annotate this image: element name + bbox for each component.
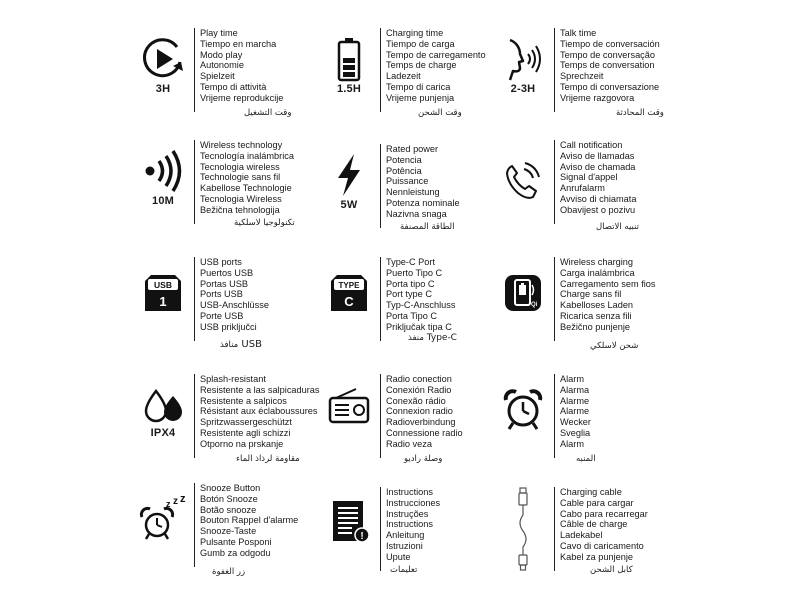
- feature-alarm: [496, 374, 696, 484]
- instructions-translations: Instructions Instrucciones Instruções Instructions Anleitung Istruzioni Upute: [386, 487, 441, 562]
- splash-rating-label: IPX4: [150, 427, 176, 439]
- usb-badge-number: 1: [159, 294, 167, 309]
- lightning-bolt-icon: [332, 152, 366, 198]
- feature-rated-power: [322, 144, 522, 254]
- water-drops-icon: [140, 386, 186, 426]
- type-c-port-translations: Type-C Port Puerto Tipo C Porta tipo C Port type C Typ-C-Anschluss Porta Tipo C Priključak tipa C: [386, 257, 456, 332]
- talking-head-icon: [500, 36, 546, 82]
- alarm-clock-icon-wrap: [496, 374, 550, 464]
- wireless-signal-icon: [140, 148, 186, 194]
- feature-splash-resistant: [136, 374, 336, 484]
- phone-ringing-icon-wrap: [496, 140, 550, 230]
- rated-power-translations: Rated power Potencia Potência Puissance Nennleistung Potenza nominale Nazivna snaga: [386, 144, 460, 219]
- radio-connection-translations: Radio conection Conexión Radio Conexão rádio Connexion radio Radioverbindung Connessione radio Radio veza: [386, 374, 463, 449]
- talk-time-translations: Talk time Tiempo de conversación Tempo de conversação Temps de conversation Sprechzeit Tempo di conversazione Vrijeme razgovora: [560, 28, 660, 103]
- divider: [194, 140, 195, 224]
- talk-time-label: 2-3H: [510, 83, 536, 95]
- snooze-clock-icon-wrap: [136, 483, 190, 573]
- play-time-icon-wrap: [136, 28, 190, 118]
- play-time-label: 3H: [155, 83, 171, 95]
- feature-usb-ports: [136, 257, 336, 367]
- wireless-charging-icon: [503, 273, 543, 313]
- usb-ports-arabic-prefix: USB: [241, 339, 262, 350]
- wireless-technology-arabic: تكنولوجيا لاسلكية: [234, 218, 295, 228]
- feature-type-c-port: [322, 257, 522, 367]
- charging-time-arabic: وقت الشحن: [418, 108, 462, 118]
- instructions-document-icon-wrap: [322, 487, 376, 577]
- feature-charging-time: [322, 28, 522, 138]
- svg-text:Qi: Qi: [531, 302, 538, 308]
- wireless-technology-translations: Wireless technology Tecnología inalámbrica Tecnologia wireless Technologie sans fil Kabellose Technologie Tecnologia Wireless Bežična tehnologija: [200, 140, 294, 215]
- divider: [380, 487, 381, 571]
- feature-wireless-charging: [496, 257, 696, 367]
- battery-icon: [334, 36, 364, 82]
- play-time-icon: [140, 36, 186, 82]
- divider: [194, 257, 195, 341]
- feature-instructions: [322, 487, 522, 597]
- usb-port-icon-wrap: [136, 257, 190, 347]
- phone-ringing-icon: [500, 158, 546, 204]
- feature-talk-time: [496, 28, 696, 138]
- wireless-signal-icon-wrap: [136, 140, 190, 230]
- water-drops-icon-wrap: [136, 374, 190, 464]
- type-c-icon-wrap: [322, 257, 376, 347]
- splash-resistant-translations: Splash-resistant Resistente a las salpicaduras Resistente a salpicos Résistant aux éclaboussures Spritzwassergeschützt Resistente agli schizzi Otporno na prskanje: [200, 374, 320, 449]
- divider: [194, 374, 195, 458]
- type-c-icon: [329, 273, 369, 313]
- play-time-translations: Play time Tiempo en marcha Modo play Autonomie Spielzeit Tempo di attività Vrijeme reprodukcije: [200, 28, 284, 103]
- charging-time-translations: Charging time Tiempo de carga Tempo de carregamento Temps de charge Ladezeit Tempo di carica Vrijeme punjenja: [386, 28, 486, 103]
- feature-snooze-button: [136, 483, 336, 593]
- snooze-button-arabic: زر الغفوة: [212, 567, 246, 577]
- type-c-badge-text: TYPE: [338, 281, 360, 290]
- type-c-port-arabic: [408, 333, 457, 343]
- usb-ports-arabic: [220, 339, 262, 350]
- divider: [194, 483, 195, 567]
- feature-radio-connection: [322, 374, 522, 484]
- divider: [554, 374, 555, 458]
- splash-resistant-arabic: مقاومة لرذاذ الماء: [236, 454, 300, 464]
- radio-icon: [326, 386, 372, 426]
- charging-time-label: 1.5H: [336, 83, 362, 95]
- type-c-port-arabic-word: منفذ: [408, 333, 424, 343]
- play-time-arabic: وقت التشغيل: [244, 108, 292, 118]
- rated-power-label: 5W: [340, 199, 358, 211]
- alarm-clock-icon: [500, 388, 546, 432]
- usb-badge-text: USB: [154, 280, 172, 290]
- talk-time-arabic: وقت المحادثة: [616, 108, 664, 118]
- type-c-badge-letter: C: [344, 294, 354, 309]
- rated-power-arabic: الطاقة المصنفة: [400, 222, 455, 232]
- alarm-arabic: المنبه: [576, 454, 596, 464]
- feature-call-notification: [496, 140, 696, 250]
- svg-text:z: z: [180, 495, 186, 505]
- lightning-bolt-icon-wrap: [322, 144, 376, 234]
- type-c-port-arabic-prefix: Type-C: [426, 333, 457, 343]
- talking-head-icon-wrap: [496, 28, 550, 118]
- usb-ports-arabic-word: منافذ: [220, 340, 239, 350]
- radio-icon-wrap: [322, 374, 376, 464]
- charging-cable-icon-wrap: [496, 487, 550, 577]
- usb-port-icon: [143, 273, 183, 313]
- divider: [194, 28, 195, 112]
- charging-cable-icon: [513, 487, 533, 573]
- call-notification-arabic: تنبيه الاتصال: [596, 222, 640, 232]
- wireless-range-label: 10M: [152, 195, 174, 207]
- alarm-translations: Alarm Alarma Alarme Alarme Wecker Sveglia Alarm: [560, 374, 591, 449]
- feature-charging-cable: [496, 487, 696, 597]
- feature-play-time: [136, 28, 336, 138]
- divider: [554, 487, 555, 571]
- wireless-charging-translations: Wireless charging Carga inalámbrica Carregamento sem fios Charge sans fil Kabelloses Laden Ricarica senza fili Bežično punjenje: [560, 257, 656, 332]
- svg-text:z: z: [173, 496, 178, 507]
- radio-connection-arabic: وصلة راديو: [404, 454, 443, 464]
- usb-ports-translations: USB ports Puertos USB Portas USB Ports USB USB-Anschlüsse Porte USB USB priključci: [200, 257, 269, 332]
- wireless-charging-icon-wrap: [496, 257, 550, 347]
- divider: [380, 28, 381, 112]
- instructions-document-icon: [327, 497, 371, 547]
- divider: [554, 28, 555, 112]
- divider: [380, 374, 381, 458]
- divider: [380, 257, 381, 341]
- battery-icon-wrap: [322, 28, 376, 118]
- wireless-charging-arabic: شحن لاسلكي: [590, 341, 639, 351]
- call-notification-translations: Call notification Aviso de llamadas Aviso de chamada Signal d'appel Anrufalarm Avviso di chiamata Obavijest o pozivu: [560, 140, 637, 215]
- instructions-arabic: تعليمات: [390, 565, 418, 575]
- charging-cable-arabic: كابل الشحن: [590, 565, 633, 575]
- divider: [380, 144, 381, 228]
- charging-cable-translations: Charging cable Cable para cargar Cabo para recarregar Câble de charge Ladekabel Cavo di caricamento Kabel za punjenje: [560, 487, 648, 562]
- svg-text:!: !: [360, 531, 364, 542]
- snooze-clock-icon: [136, 495, 190, 541]
- snooze-button-translations: Snooze Button Botón Snooze Botão snooze Bouton Rappel d'alarme Snooze-Taste Pulsante Posponi Gumb za odgodu: [200, 483, 299, 558]
- feature-wireless-technology: [136, 140, 336, 250]
- divider: [554, 140, 555, 224]
- divider: [554, 257, 555, 341]
- svg-text:z: z: [166, 499, 171, 509]
